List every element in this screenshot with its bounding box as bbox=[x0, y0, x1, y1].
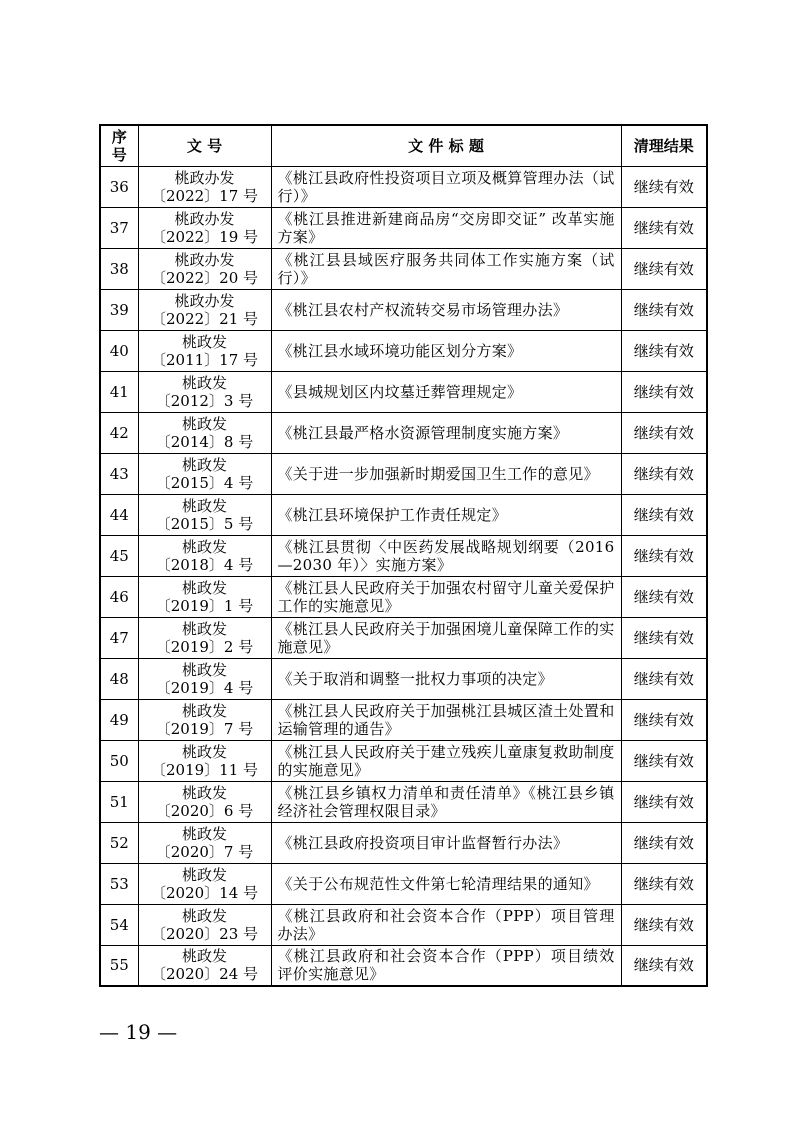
row-seq: 40 bbox=[100, 330, 138, 371]
row-result: 继续有效 bbox=[621, 412, 707, 453]
row-result: 继续有效 bbox=[621, 740, 707, 781]
row-document-number: 桃政发 〔2018〕4 号 bbox=[138, 535, 271, 576]
row-document-title: 《桃江县人民政府关于加强桃江县城区渣土处置和运输管理的通告》 bbox=[271, 699, 621, 740]
row-document-title: 《桃江县推进新建商品房“交房即交证” 改革实施方案》 bbox=[271, 207, 621, 248]
row-seq: 45 bbox=[100, 535, 138, 576]
row-result: 继续有效 bbox=[621, 863, 707, 904]
row-document-title: 《桃江县水域环境功能区划分方案》 bbox=[271, 330, 621, 371]
row-document-number: 桃政办发 〔2022〕20 号 bbox=[138, 248, 271, 289]
row-document-number: 桃政发 〔2020〕14 号 bbox=[138, 863, 271, 904]
row-document-title: 《桃江县人民政府关于加强农村留守儿童关爱保护工作的实施意见》 bbox=[271, 576, 621, 617]
row-document-title: 《桃江县农村产权流转交易市场管理办法》 bbox=[271, 289, 621, 330]
row-result: 继续有效 bbox=[621, 535, 707, 576]
row-document-title: 《桃江县贯彻〈中医药发展战略规划纲要（2016—2030 年）〉实施方案》 bbox=[271, 535, 621, 576]
row-result: 继续有效 bbox=[621, 822, 707, 863]
row-document-title: 《桃江县政府性投资项目立项及概算管理办法（试行）》 bbox=[271, 166, 621, 207]
row-seq: 39 bbox=[100, 289, 138, 330]
row-document-number: 桃政办发 〔2022〕19 号 bbox=[138, 207, 271, 248]
row-document-number: 桃政发 〔2012〕3 号 bbox=[138, 371, 271, 412]
row-document-number: 桃政办发 〔2022〕17 号 bbox=[138, 166, 271, 207]
row-document-title: 《桃江县政府和社会资本合作（PPP）项目管理办法》 bbox=[271, 904, 621, 945]
row-result: 继续有效 bbox=[621, 371, 707, 412]
row-document-number: 桃政发 〔2020〕24 号 bbox=[138, 945, 271, 986]
row-seq: 53 bbox=[100, 863, 138, 904]
row-document-title: 《桃江县人民政府关于加强困境儿童保障工作的实施意见》 bbox=[271, 617, 621, 658]
row-result: 继续有效 bbox=[621, 781, 707, 822]
row-seq: 51 bbox=[100, 781, 138, 822]
row-document-number: 桃政发 〔2020〕6 号 bbox=[138, 781, 271, 822]
header-number: 文 号 bbox=[138, 125, 271, 166]
row-seq: 52 bbox=[100, 822, 138, 863]
row-document-title: 《桃江县政府和社会资本合作（PPP）项目绩效评价实施意见》 bbox=[271, 945, 621, 986]
table-row bbox=[100, 945, 707, 986]
table-row bbox=[100, 781, 707, 822]
row-document-number: 桃政发 〔2020〕23 号 bbox=[138, 904, 271, 945]
table-row bbox=[100, 289, 707, 330]
row-document-number: 桃政发 〔2020〕7 号 bbox=[138, 822, 271, 863]
row-result: 继续有效 bbox=[621, 248, 707, 289]
header-result: 清理结果 bbox=[621, 125, 707, 166]
table-row bbox=[100, 453, 707, 494]
table-body bbox=[100, 166, 707, 986]
row-document-number: 桃政办发 〔2022〕21 号 bbox=[138, 289, 271, 330]
row-document-title: 《桃江县人民政府关于建立残疾儿童康复救助制度的实施意见》 bbox=[271, 740, 621, 781]
row-seq: 50 bbox=[100, 740, 138, 781]
row-document-title: 《桃江县最严格水资源管理制度实施方案》 bbox=[271, 412, 621, 453]
row-seq: 54 bbox=[100, 904, 138, 945]
row-document-title: 《桃江县政府投资项目审计监督暂行办法》 bbox=[271, 822, 621, 863]
row-seq: 46 bbox=[100, 576, 138, 617]
row-document-title: 《桃江县乡镇权力清单和责任清单》《桃江县乡镇经济社会管理权限目录》 bbox=[271, 781, 621, 822]
row-document-number: 桃政发 〔2011〕17 号 bbox=[138, 330, 271, 371]
header-title: 文 件 标 题 bbox=[271, 125, 621, 166]
document-table bbox=[99, 124, 708, 987]
row-document-title: 《县城规划区内坟墓迁葬管理规定》 bbox=[271, 371, 621, 412]
row-result: 继续有效 bbox=[621, 576, 707, 617]
row-document-title: 《关于公布规范性文件第七轮清理结果的通知》 bbox=[271, 863, 621, 904]
row-document-number: 桃政发 〔2019〕2 号 bbox=[138, 617, 271, 658]
row-result: 继续有效 bbox=[621, 945, 707, 986]
row-document-number: 桃政发 〔2019〕1 号 bbox=[138, 576, 271, 617]
row-result: 继续有效 bbox=[621, 207, 707, 248]
row-seq: 47 bbox=[100, 617, 138, 658]
row-seq: 41 bbox=[100, 371, 138, 412]
table-row bbox=[100, 371, 707, 412]
row-document-title: 《桃江县环境保护工作责任规定》 bbox=[271, 494, 621, 535]
table-row bbox=[100, 207, 707, 248]
table-row bbox=[100, 740, 707, 781]
row-document-number: 桃政发 〔2019〕7 号 bbox=[138, 699, 271, 740]
page-number: — 19 — bbox=[99, 1020, 178, 1044]
table-row bbox=[100, 822, 707, 863]
row-document-title: 《关于进一步加强新时期爱国卫生工作的意见》 bbox=[271, 453, 621, 494]
row-seq: 42 bbox=[100, 412, 138, 453]
row-document-number: 桃政发 〔2019〕4 号 bbox=[138, 658, 271, 699]
table-row bbox=[100, 330, 707, 371]
row-seq: 37 bbox=[100, 207, 138, 248]
table-row bbox=[100, 166, 707, 207]
row-document-number: 桃政发 〔2015〕4 号 bbox=[138, 453, 271, 494]
header-seq: 序号 bbox=[100, 125, 138, 166]
table-row bbox=[100, 248, 707, 289]
table-row bbox=[100, 699, 707, 740]
row-seq: 44 bbox=[100, 494, 138, 535]
row-result: 继续有效 bbox=[621, 658, 707, 699]
row-seq: 43 bbox=[100, 453, 138, 494]
table-header-row bbox=[100, 125, 707, 166]
row-seq: 48 bbox=[100, 658, 138, 699]
table-row bbox=[100, 494, 707, 535]
table-row bbox=[100, 576, 707, 617]
row-document-number: 桃政发 〔2015〕5 号 bbox=[138, 494, 271, 535]
row-result: 继续有效 bbox=[621, 617, 707, 658]
row-document-title: 《桃江县县域医疗服务共同体工作实施方案（试行）》 bbox=[271, 248, 621, 289]
table-row bbox=[100, 904, 707, 945]
row-seq: 38 bbox=[100, 248, 138, 289]
row-seq: 55 bbox=[100, 945, 138, 986]
row-result: 继续有效 bbox=[621, 289, 707, 330]
table-row bbox=[100, 617, 707, 658]
row-result: 继续有效 bbox=[621, 494, 707, 535]
row-result: 继续有效 bbox=[621, 330, 707, 371]
row-result: 继续有效 bbox=[621, 699, 707, 740]
table-row bbox=[100, 412, 707, 453]
row-document-number: 桃政发 〔2019〕11 号 bbox=[138, 740, 271, 781]
row-seq: 49 bbox=[100, 699, 138, 740]
row-document-title: 《关于取消和调整一批权力事项的决定》 bbox=[271, 658, 621, 699]
row-document-number: 桃政发 〔2014〕8 号 bbox=[138, 412, 271, 453]
table-row bbox=[100, 658, 707, 699]
row-result: 继续有效 bbox=[621, 904, 707, 945]
table-row bbox=[100, 535, 707, 576]
table-row bbox=[100, 863, 707, 904]
row-result: 继续有效 bbox=[621, 453, 707, 494]
row-result: 继续有效 bbox=[621, 166, 707, 207]
row-seq: 36 bbox=[100, 166, 138, 207]
